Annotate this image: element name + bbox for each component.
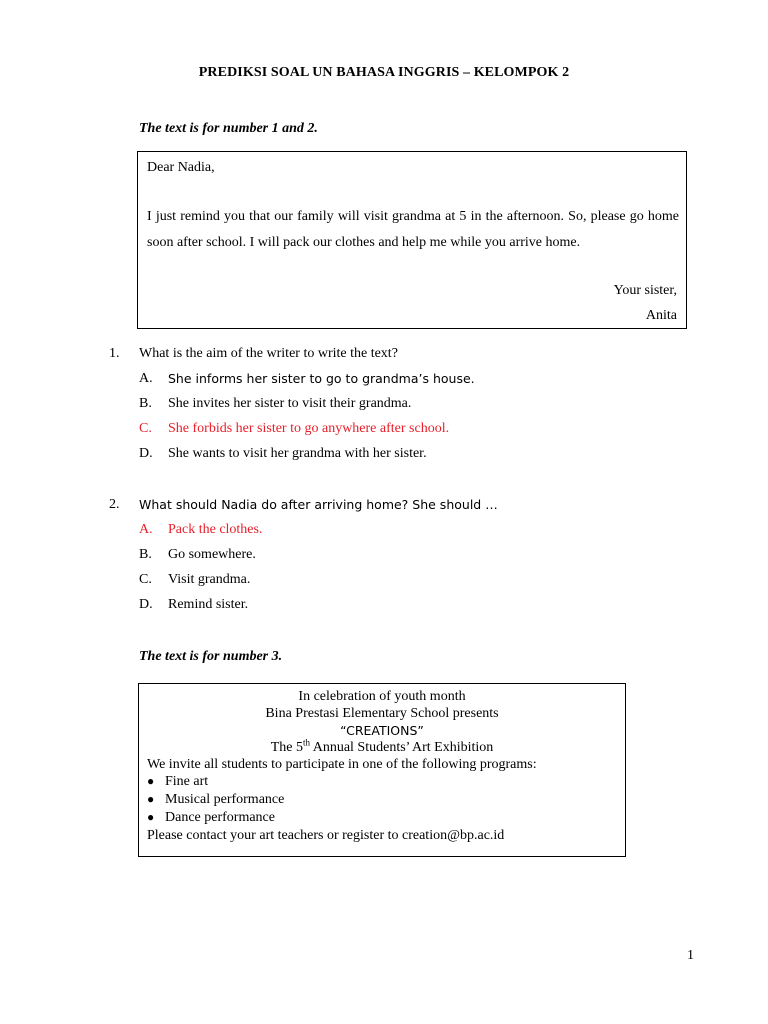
question-2 <box>0 497 768 517</box>
letter-closing: Your sister, <box>613 283 677 298</box>
letter-box <box>137 151 687 329</box>
question-1 <box>0 346 768 366</box>
announcement-invite: We invite all students to participate in one of the following programs: <box>147 757 537 772</box>
question-1-option-b <box>0 396 768 416</box>
program-item <box>147 791 284 808</box>
letter-greeting: Dear Nadia, <box>147 160 215 175</box>
section-2-instruction: The text is for number 3. <box>139 649 283 664</box>
question-1-option-d <box>0 446 768 466</box>
question-text: What should Nadia do after arriving home? She should … <box>139 497 498 512</box>
announcement-event-name: “CREATIONS” <box>340 723 424 738</box>
option-letter: A. <box>139 371 153 386</box>
question-2-option-b <box>0 547 768 567</box>
option-text: Remind sister. <box>168 597 249 612</box>
option-text: Go somewhere. <box>168 547 256 562</box>
bullet-icon: ● <box>147 810 155 824</box>
option-text: She informs her sister to go to grandma’s house. <box>168 371 475 386</box>
option-text: She wants to visit her grandma with her sister. <box>168 446 427 461</box>
program-label: Dance performance <box>165 810 275 825</box>
announcement-line-1: In celebration of youth month <box>298 689 466 704</box>
announcement-box <box>138 683 626 857</box>
option-letter: C. <box>139 572 152 587</box>
bullet-icon: ● <box>147 792 155 806</box>
option-letter: B. <box>139 547 152 562</box>
announcement-line-4-post: Annual Students’ Art Exhibition <box>309 740 494 755</box>
document-title: PREDIKSI SOAL UN BAHASA INGGRIS – KELOMPOK 2 <box>198 65 570 80</box>
question-1-option-c-answer <box>0 421 768 441</box>
question-1-option-a <box>0 371 768 391</box>
question-2-option-d <box>0 597 768 617</box>
section-1-instruction: The text is for number 1 and 2. <box>139 121 318 136</box>
announcement-line-2: Bina Prestasi Elementary School presents <box>265 706 499 721</box>
option-letter: C. <box>139 421 152 436</box>
option-text: She invites her sister to visit their grandma. <box>168 396 412 411</box>
announcement-line-4-pre: The 5 <box>270 740 303 755</box>
bullet-icon: ● <box>147 774 155 788</box>
option-letter: A. <box>139 522 153 537</box>
question-text: What is the aim of the writer to write the text? <box>139 346 398 361</box>
option-letter: B. <box>139 396 152 411</box>
program-item <box>147 773 208 790</box>
option-letter: D. <box>139 597 153 612</box>
option-text: She forbids her sister to go anywhere after school. <box>168 421 450 436</box>
option-letter: D. <box>139 446 153 461</box>
letter-signature: Anita <box>645 308 677 323</box>
announcement-line-4 <box>139 739 625 756</box>
question-number: 1. <box>109 346 120 361</box>
question-number: 2. <box>109 497 120 512</box>
announcement-contact: Please contact your art teachers or register to creation@bp.ac.id <box>147 828 505 843</box>
question-2-option-c <box>0 572 768 592</box>
page-number: 1 <box>687 948 694 963</box>
program-label: Fine art <box>165 774 209 789</box>
letter-body: I just remind you that our family will visit grandma at 5 in the afternoon. So, please go home soon after school. I will pack our clothes and help me while you arrive home. <box>147 209 679 250</box>
option-text: Pack the clothes. <box>168 522 263 537</box>
option-text: Visit grandma. <box>168 572 251 587</box>
question-2-option-a-answer <box>0 522 768 542</box>
ordinal-superscript: th <box>302 737 310 748</box>
program-label: Musical performance <box>165 792 285 807</box>
program-item <box>147 809 275 826</box>
